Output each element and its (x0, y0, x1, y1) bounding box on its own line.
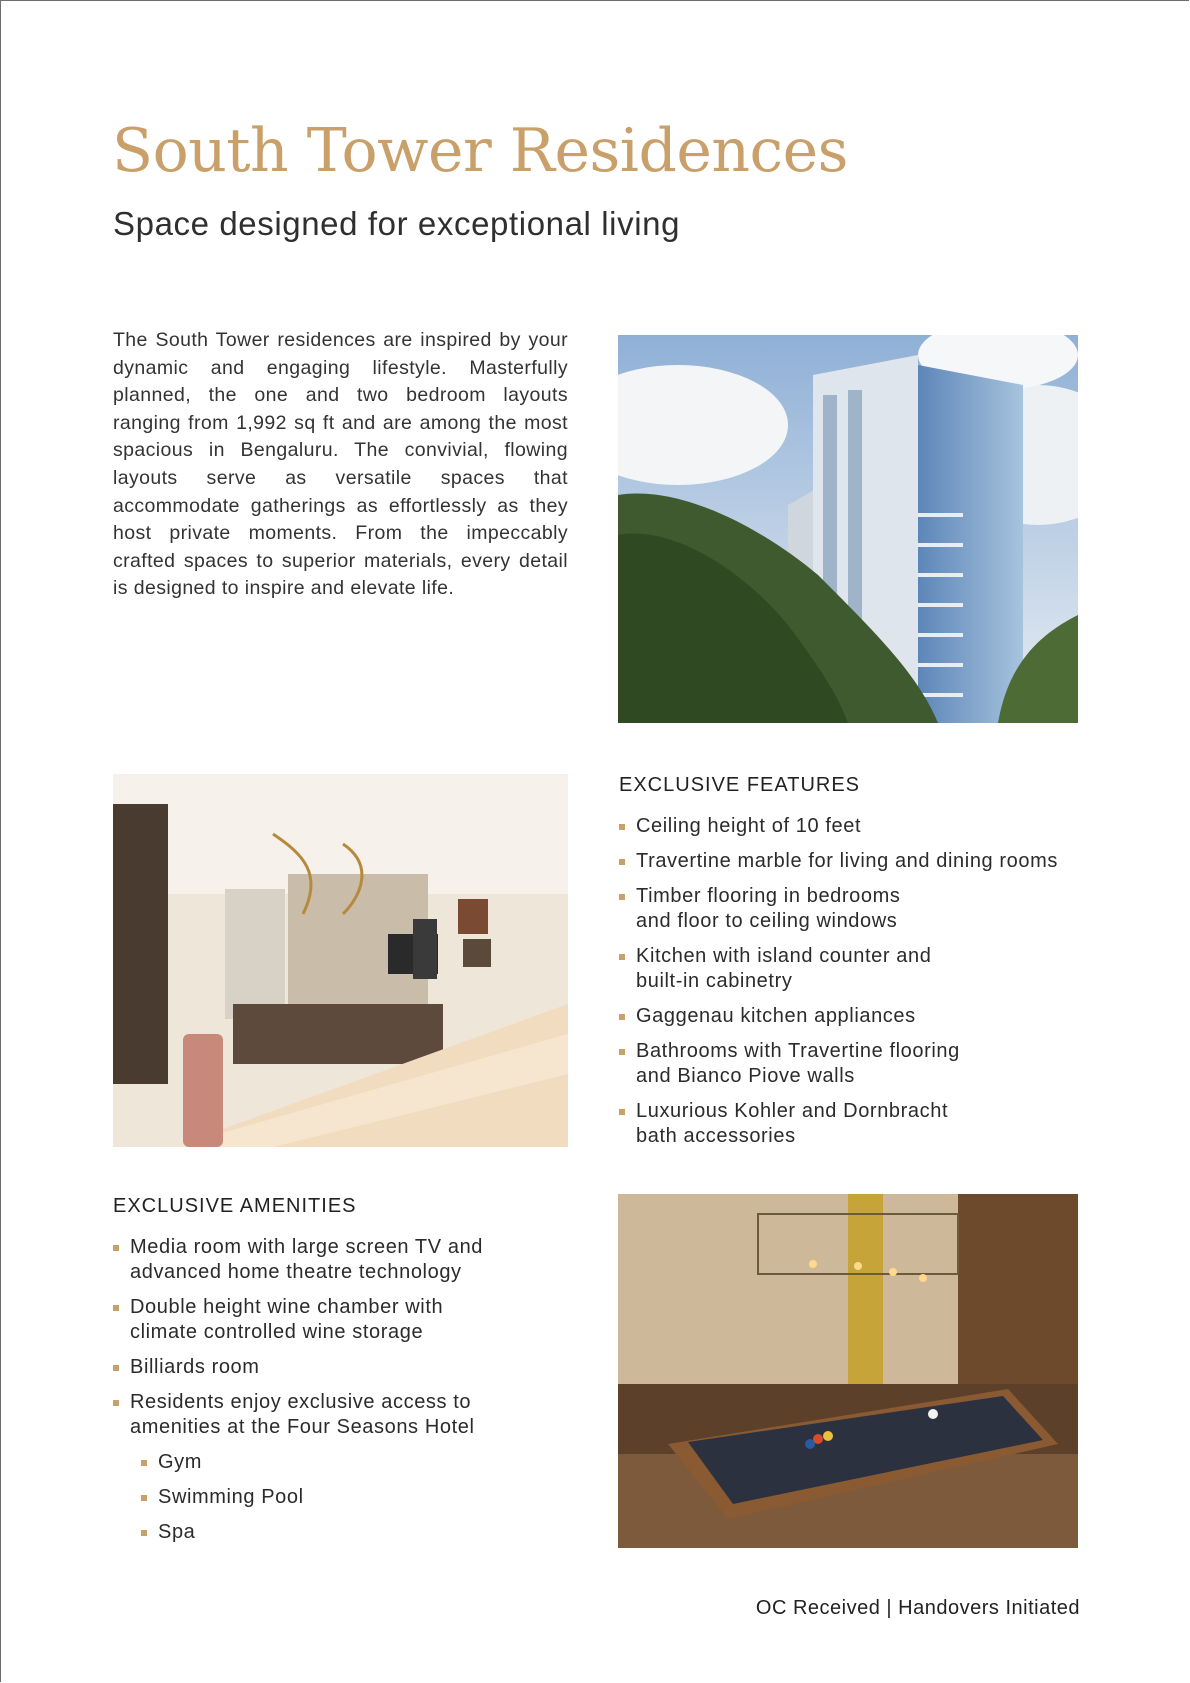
list-item: Ceiling height of 10 feet (619, 814, 1089, 839)
bullet-icon (141, 1495, 147, 1501)
bullet-icon (141, 1460, 147, 1466)
bullet-icon (113, 1400, 119, 1406)
bullet-icon (113, 1305, 119, 1311)
features-heading: EXCLUSIVE FEATURES (619, 774, 861, 796)
list-item: Spa (141, 1520, 568, 1545)
bullet-icon (113, 1365, 119, 1371)
amenities-list (113, 1235, 568, 1555)
features-list (619, 814, 1089, 1159)
bullet-icon (619, 894, 625, 900)
bullet-icon (619, 954, 625, 960)
bullet-icon (619, 1109, 625, 1115)
list-item: Swimming Pool (141, 1485, 568, 1510)
list-item: Billiards room (113, 1355, 568, 1380)
bullet-icon (619, 1049, 625, 1055)
list-item: Kitchen with island counter and built-in cabinetry (619, 944, 956, 994)
bullet-icon (141, 1530, 147, 1536)
intro-paragraph: The South Tower residences are inspired by your dynamic and engaging lifestyle. Masterfully planned, the one and two bedroom layouts ranging from 1,992 sq ft and are among the most spacious in Bengaluru. The convivial, flowing layouts serve as versatile spaces that accommodate gatherings as effortlessly as they host private moments. From the impeccably crafted spaces to superior materials, every detail is designed to inspire and elevate life. (113, 329, 568, 600)
billiards-room-photo (618, 1194, 1078, 1548)
living-room-photo (113, 774, 568, 1147)
bullet-icon (619, 1014, 625, 1020)
bullet-icon (619, 859, 625, 865)
list-item: Media room with large screen TV and advanced home theatre technology (113, 1235, 510, 1285)
page-title: South Tower Residences (112, 116, 848, 186)
status-footer: OC Received | Handovers Initiated (755, 1597, 1080, 1619)
list-item: Timber flooring in bedrooms and floor to ceiling windows (619, 884, 926, 934)
list-item: Gym (141, 1450, 568, 1475)
list-item: Travertine marble for living and dining rooms (619, 849, 1096, 874)
list-item: Double height wine chamber with climate controlled wine storage (113, 1295, 480, 1345)
list-item: Luxurious Kohler and Dornbracht bath accessories (619, 1099, 976, 1149)
bullet-icon (619, 824, 625, 830)
bullet-icon (113, 1245, 119, 1251)
page-subtitle: Space designed for exceptional living (113, 205, 681, 242)
list-item: Residents enjoy exclusive access to amenities at the Four Seasons Hotel (113, 1390, 510, 1440)
list-item: Bathrooms with Travertine flooring and Bianco Piove walls (619, 1039, 991, 1089)
list-item: Gaggenau kitchen appliances (619, 1004, 1089, 1029)
amenities-heading: EXCLUSIVE AMENITIES (113, 1195, 357, 1217)
tower-photo (618, 335, 1078, 723)
